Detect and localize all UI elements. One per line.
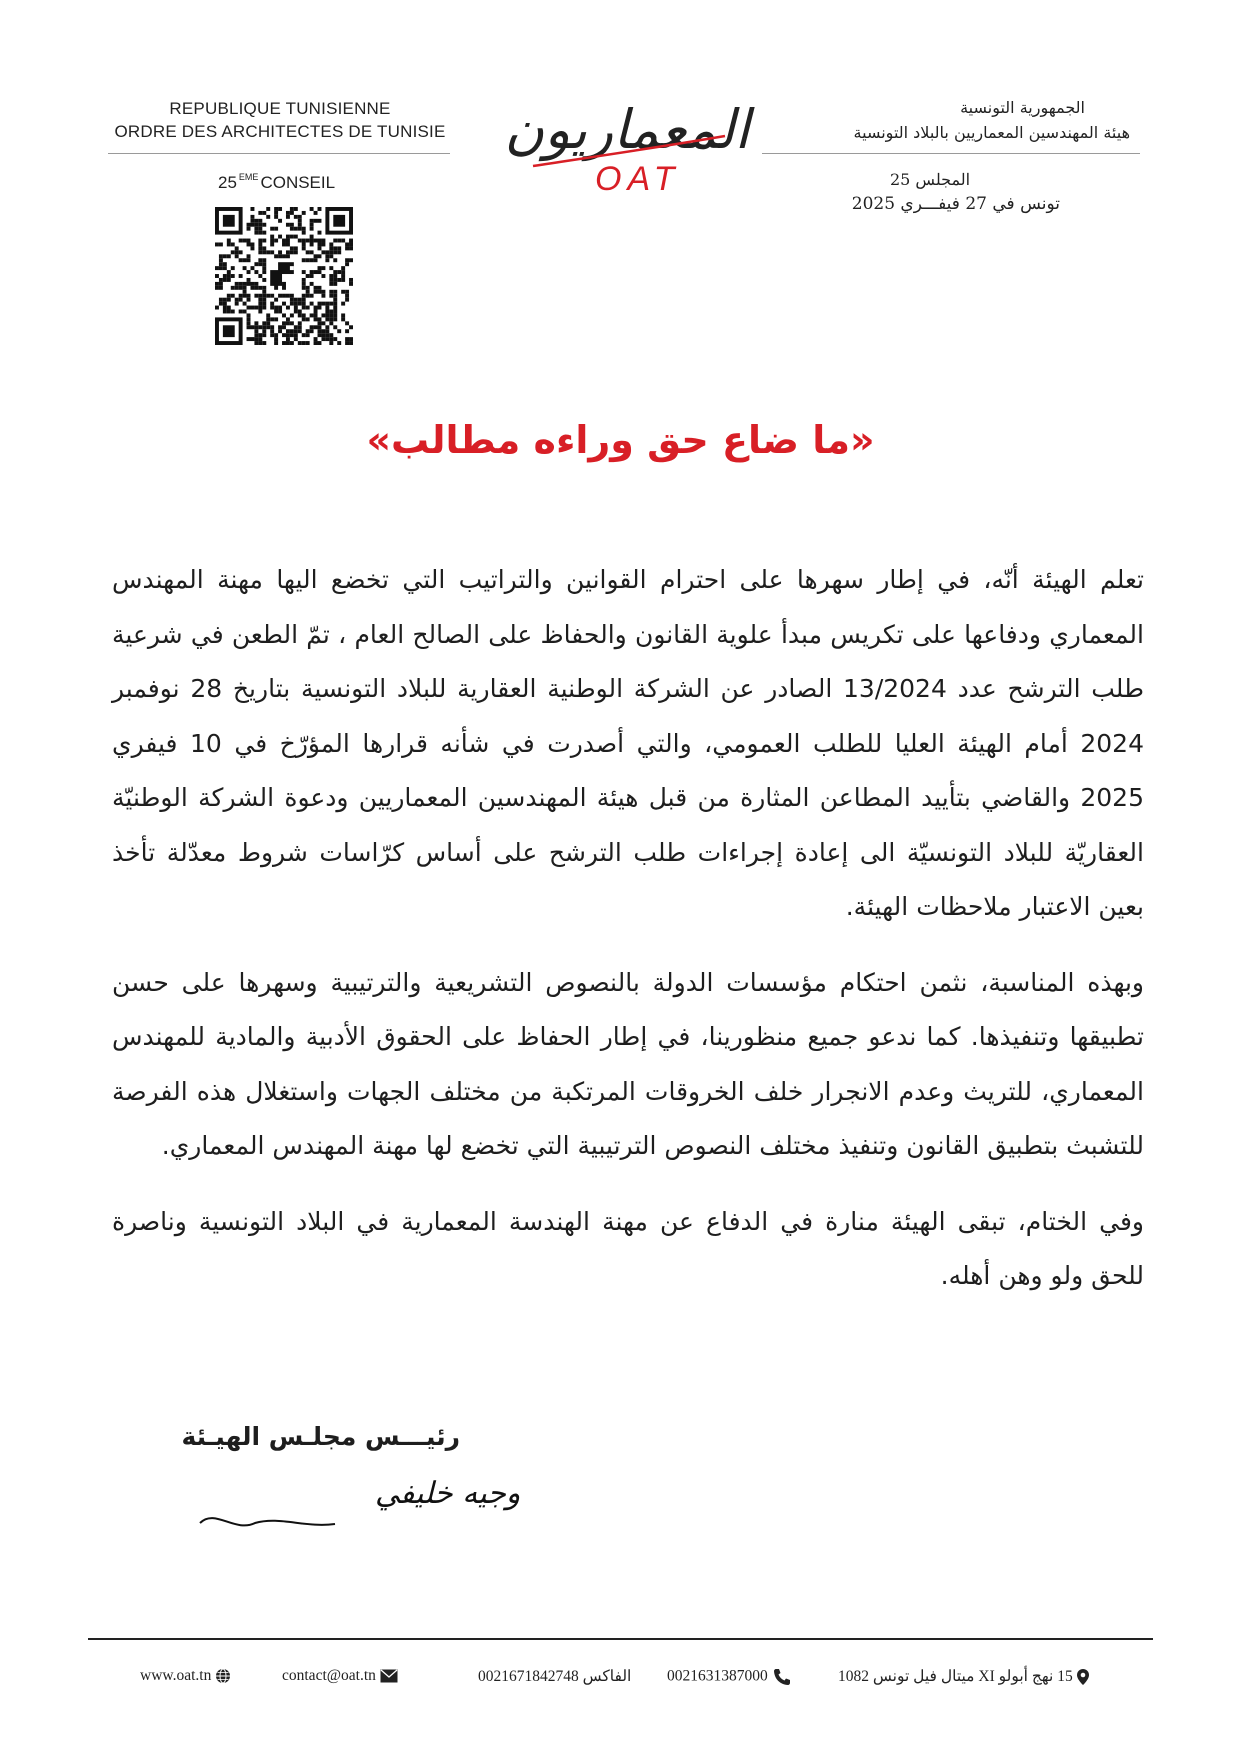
signature-name: وجيه خليفي	[375, 1476, 521, 1511]
republic-name-ar: الجمهورية التونسية	[960, 98, 1085, 117]
header-left	[110, 97, 450, 143]
oat-logo	[504, 78, 750, 206]
logo-arabic-text: المعماريون	[504, 98, 750, 161]
phone-icon	[772, 1667, 792, 1687]
document-body	[112, 553, 1144, 1304]
footer-fax: 0021671842748 الفاكس	[478, 1668, 632, 1685]
qr-code[interactable]	[215, 207, 353, 345]
globe-icon	[215, 1668, 231, 1684]
order-name-ar: هيئة المهندسين المعماريين بالبلاد التونسية	[853, 123, 1130, 142]
footer-divider	[88, 1638, 1153, 1640]
footer-website[interactable]: www.oat.tn	[140, 1667, 231, 1685]
location-pin-icon	[1077, 1669, 1089, 1685]
document-date: تونس في 27 فيفـــري 2025	[851, 194, 1060, 214]
handwritten-signature	[185, 1468, 521, 1548]
footer-phone[interactable]: 0021631387000	[667, 1667, 792, 1687]
header-right-divider	[762, 153, 1140, 154]
signatory-title: رئيـــس مجلـس الهيـئة	[181, 1422, 460, 1451]
paragraph-2: وبهذه المناسبة، نثمن احتكام مؤسسات الدولة بالنصوص التشريعية والترتيبية وسهرها على حسن تطبيقها وتنفيذها. كما ندعو جميع منظورينا، في إطار الحفاظ على الحقوق الأدبية والمادية للمهندس المعماري، للتريث وعدم الانجرار خلف الخروقات المرتكبة من مختلف الجهات واستغلال هذه الفرصة للتشبث بتطبيق القانون وتنفيذ مختلف النصوص الترتيبية التي تخضع لها مهنة المهندس المعماري.	[112, 967, 1144, 1160]
document-title: «ما ضاع حق وراءه مطالب»	[366, 418, 875, 462]
header-right	[765, 95, 1130, 145]
footer-address: 15 نهج أبولو XI ميتال فيل تونس 1082	[838, 1667, 1089, 1686]
mail-icon	[380, 1669, 398, 1683]
council-label-ar: المجلس 25	[889, 170, 971, 189]
paragraph-3: وفي الختام، تبقى الهيئة منارة في الدفاع عن مهنة الهندسة المعمارية في البلاد التونسية وناصرة للحق ولو وهن أهله.	[112, 1206, 1144, 1290]
logo-latin-text: OAT	[595, 160, 681, 198]
footer-email[interactable]: contact@oat.tn	[282, 1667, 398, 1685]
header-left-divider	[108, 153, 450, 154]
order-name-fr: ORDRE DES ARCHITECTES DE TUNISIE	[114, 122, 446, 141]
paragraph-1: تعلم الهيئة أنّه، في إطار سهرها على احترام القوانين والتراتيب التي تخضع اليها مهنة المهندس المعماري ودفاعها على تكريس مبدأ علوية القانون والحفاظ على الصالح العام ، تمّ الطعن في شرعية طلب الترشح عدد 13/2024 الصادر عن الشركة الوطنية العقارية للبلاد التونسية بتاريخ 28 نوفمبر 2024 أمام الهيئة العليا للطلب العمومي، والتي أصدرت في شأنه قرارها المؤرّخ في 10 فيفري 2025 والقاضي بتأييد المطاعن المثارة من قبل هيئة المهندسين المعماريين ودعوة الشركة الوطنيّة العقاريّة للبلاد التونسيّة الى إعادة إجراءات طلب الترشح على أساس كرّاسات شروط معدّلة تأخذ بعين الاعتبار ملاحظات الهيئة.	[112, 565, 1144, 921]
republic-name-fr: REPUBLIQUE TUNISIENNE	[169, 99, 391, 118]
council-label-fr: 25 $^{EME}$ CONSEIL	[218, 172, 336, 192]
